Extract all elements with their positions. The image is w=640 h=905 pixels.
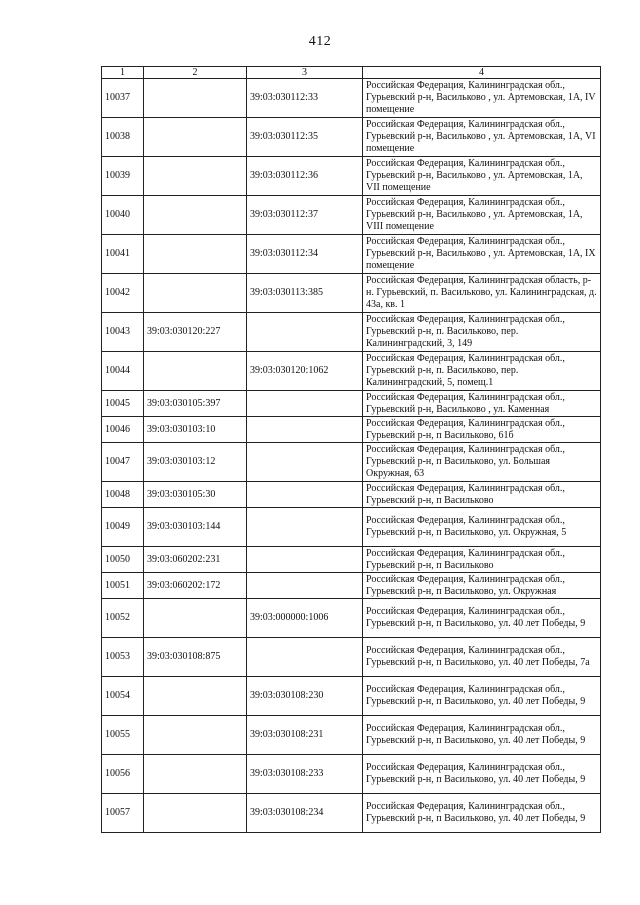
row-number-cell: 10056 <box>102 755 144 794</box>
row-number-cell: 10042 <box>102 274 144 313</box>
table-row <box>102 352 601 391</box>
registry-table <box>101 66 601 833</box>
table-row <box>102 755 601 794</box>
row-number-cell: 10052 <box>102 599 144 638</box>
row-number-cell: 10048 <box>102 482 144 508</box>
page-number: 412 <box>308 34 332 49</box>
row-number-cell: 10057 <box>102 794 144 833</box>
table-body <box>102 79 601 833</box>
cadastral-number-cell: 39:03:030103:10 <box>144 417 247 443</box>
cadastral-number-cell <box>247 443 363 482</box>
address-cell: Российская Федерация, Калининградская обл., Гурьевский р-н, п Васильково, ул. 40 лет Победы, 9 <box>363 794 601 833</box>
table-row <box>102 196 601 235</box>
row-number-cell: 10040 <box>102 196 144 235</box>
table-row <box>102 677 601 716</box>
row-number-cell: 10053 <box>102 638 144 677</box>
header-col-3: 3 <box>247 67 363 79</box>
address-cell: Российская Федерация, Калининградская обл., Гурьевский р-н, п Васильково, ул. 40 лет Победы, 9 <box>363 677 601 716</box>
cadastral-number-cell: 39:03:030112:35 <box>247 118 363 157</box>
cadastral-number-cell: 39:03:030103:144 <box>144 508 247 547</box>
cadastral-number-cell <box>144 755 247 794</box>
cadastral-number-cell: 39:03:030112:36 <box>247 157 363 196</box>
row-number-cell: 10055 <box>102 716 144 755</box>
row-number-cell: 10045 <box>102 391 144 417</box>
cadastral-number-cell: 39:03:060202:231 <box>144 547 247 573</box>
row-number-cell: 10044 <box>102 352 144 391</box>
table-row <box>102 157 601 196</box>
row-number-cell: 10047 <box>102 443 144 482</box>
cadastral-number-cell <box>144 716 247 755</box>
address-cell: Российская Федерация, Калининградская обл., Гурьевский р-н, Васильково , ул. Артемовская, 1А, VIII помещение <box>363 196 601 235</box>
row-number-cell: 10039 <box>102 157 144 196</box>
cadastral-number-cell <box>144 677 247 716</box>
table-row <box>102 599 601 638</box>
table-row <box>102 482 601 508</box>
cadastral-number-cell: 39:03:030108:230 <box>247 677 363 716</box>
address-cell: Российская Федерация, Калининградская обл., Гурьевский р-н, п Васильково, ул. 40 лет Победы, 7а <box>363 638 601 677</box>
table-header-row <box>102 67 601 79</box>
cadastral-number-cell <box>247 638 363 677</box>
address-cell: Российская Федерация, Калининградская обл., Гурьевский р-н, п Васильково <box>363 547 601 573</box>
address-cell: Российская Федерация, Калининградская обл., Гурьевский р-н, п. Васильково, пер. Калининградский, 5, помещ.1 <box>363 352 601 391</box>
cadastral-number-cell <box>247 482 363 508</box>
cadastral-number-cell: 39:03:030113:385 <box>247 274 363 313</box>
address-cell: Российская Федерация, Калининградская обл., Гурьевский р-н, п Васильково <box>363 482 601 508</box>
cadastral-number-cell <box>144 79 247 118</box>
address-cell: Российская Федерация, Калининградская обл., Гурьевский р-н, Васильково , ул. Каменная <box>363 391 601 417</box>
header-col-1: 1 <box>102 67 144 79</box>
cadastral-number-cell: 39:03:030112:33 <box>247 79 363 118</box>
table-row <box>102 118 601 157</box>
cadastral-number-cell: 39:03:030120:1062 <box>247 352 363 391</box>
cadastral-number-cell: 39:03:030103:12 <box>144 443 247 482</box>
row-number-cell: 10037 <box>102 79 144 118</box>
row-number-cell: 10050 <box>102 547 144 573</box>
address-cell: Российская Федерация, Калининградская обл., Гурьевский р-н, п Васильково, 61б <box>363 417 601 443</box>
table-row <box>102 391 601 417</box>
row-number-cell: 10038 <box>102 118 144 157</box>
address-cell: Российская Федерация, Калининградская обл., Гурьевский р-н, п Васильково, ул. 40 лет Победы, 9 <box>363 755 601 794</box>
table-row <box>102 313 601 352</box>
row-number-cell: 10051 <box>102 573 144 599</box>
cadastral-number-cell <box>247 508 363 547</box>
table-row <box>102 79 601 118</box>
table-row <box>102 638 601 677</box>
table-row <box>102 274 601 313</box>
table-row <box>102 508 601 547</box>
cadastral-number-cell: 39:03:000000:1006 <box>247 599 363 638</box>
table-row <box>102 573 601 599</box>
address-cell: Российская Федерация, Калининградская обл., Гурьевский р-н, п Васильково, ул. Окружная <box>363 573 601 599</box>
cadastral-number-cell <box>144 235 247 274</box>
cadastral-number-cell <box>247 573 363 599</box>
header-col-2: 2 <box>144 67 247 79</box>
cadastral-number-cell <box>247 417 363 443</box>
cadastral-number-cell <box>144 196 247 235</box>
header-col-4: 4 <box>363 67 601 79</box>
cadastral-number-cell: 39:03:030108:231 <box>247 716 363 755</box>
table-row <box>102 716 601 755</box>
table-row <box>102 794 601 833</box>
address-cell: Российская Федерация, Калининградская обл., Гурьевский р-н, п Васильково, ул. 40 лет Победы, 9 <box>363 599 601 638</box>
address-cell: Российская Федерация, Калининградская область, р-н. Гурьевский, п. Васильково, ул. Калининградская, д. 43а, кв. 1 <box>363 274 601 313</box>
row-number-cell: 10043 <box>102 313 144 352</box>
row-number-cell: 10046 <box>102 417 144 443</box>
cadastral-number-cell <box>247 313 363 352</box>
cadastral-number-cell <box>144 157 247 196</box>
cadastral-number-cell <box>247 391 363 417</box>
address-cell: Российская Федерация, Калининградская обл., Гурьевский р-н, Васильково , ул. Артемовская, 1А, VI помещение <box>363 118 601 157</box>
address-cell: Российская Федерация, Калининградская обл., Гурьевский р-н, п. Васильково, пер. Калининградский, 3, 149 <box>363 313 601 352</box>
address-cell: Российская Федерация, Калининградская обл., Гурьевский р-н, п Васильково, ул. 40 лет Победы, 9 <box>363 716 601 755</box>
cadastral-number-cell: 39:03:030120:227 <box>144 313 247 352</box>
address-cell: Российская Федерация, Калининградская обл., Гурьевский р-н, Васильково , ул. Артемовская, 1А, VII помещение <box>363 157 601 196</box>
cadastral-number-cell <box>144 352 247 391</box>
cadastral-number-cell <box>247 547 363 573</box>
row-number-cell: 10054 <box>102 677 144 716</box>
cadastral-number-cell: 39:03:060202:172 <box>144 573 247 599</box>
row-number-cell: 10049 <box>102 508 144 547</box>
cadastral-number-cell <box>144 118 247 157</box>
address-cell: Российская Федерация, Калининградская обл., Гурьевский р-н, п Васильково, ул. Окружная, 5 <box>363 508 601 547</box>
cadastral-number-cell: 39:03:030108:233 <box>247 755 363 794</box>
cadastral-number-cell: 39:03:030105:30 <box>144 482 247 508</box>
cadastral-number-cell: 39:03:030112:37 <box>247 196 363 235</box>
cadastral-number-cell: 39:03:030108:875 <box>144 638 247 677</box>
address-cell: Российская Федерация, Калининградская обл., Гурьевский р-н, п Васильково, ул. Большая Окружная, 63 <box>363 443 601 482</box>
table-row <box>102 443 601 482</box>
table-row <box>102 547 601 573</box>
cadastral-number-cell: 39:03:030112:34 <box>247 235 363 274</box>
row-number-cell: 10041 <box>102 235 144 274</box>
address-cell: Российская Федерация, Калининградская обл., Гурьевский р-н, Васильково , ул. Артемовская, 1А, IV помещение <box>363 79 601 118</box>
cadastral-number-cell: 39:03:030105:397 <box>144 391 247 417</box>
table-row <box>102 235 601 274</box>
cadastral-number-cell <box>144 274 247 313</box>
cadastral-number-cell: 39:03:030108:234 <box>247 794 363 833</box>
address-cell: Российская Федерация, Калининградская обл., Гурьевский р-н, Васильково , ул. Артемовская, 1А, IX помещение <box>363 235 601 274</box>
table-row <box>102 417 601 443</box>
cadastral-number-cell <box>144 794 247 833</box>
cadastral-number-cell <box>144 599 247 638</box>
